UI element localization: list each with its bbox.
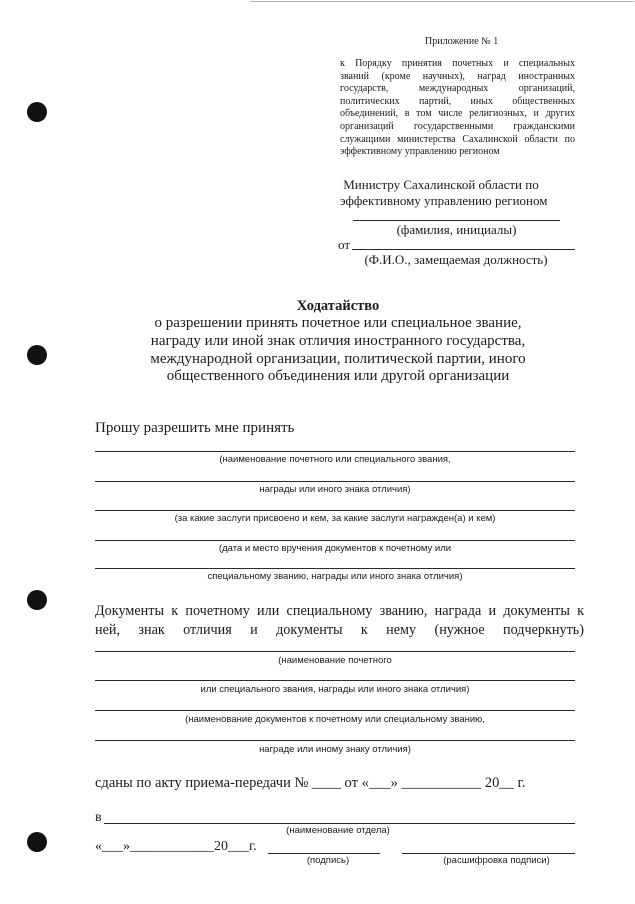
department-caption: (наименование отдела)	[286, 825, 390, 836]
from-label: от	[338, 237, 351, 252]
handover-statement: сданы по акту приема-передачи № ____ от «___» ___________ 20__ г.	[95, 775, 526, 791]
signature-line	[268, 853, 380, 854]
subtitle-line: международной организации, политической партии, иного	[150, 350, 526, 367]
request-intro: Прошу разрешить мне принять	[95, 420, 295, 436]
fill-line	[95, 540, 575, 541]
addressee-block	[340, 177, 548, 209]
punch-hole	[27, 590, 47, 610]
annex-line: эффективному управлению регионом	[340, 146, 500, 158]
annex-line: служащими министерства Сахалинской области по	[340, 133, 575, 145]
fill-line	[95, 651, 575, 652]
annex-line: к Порядку принятия почетных и специальных	[340, 58, 575, 69]
annex-line: организаций государственными гражданскими	[340, 120, 575, 132]
fill-caption: или специального звания, награды или иного знака отличия)	[200, 684, 470, 695]
fill-line	[95, 680, 575, 681]
document-subtitle	[90, 315, 586, 386]
fill-line	[95, 451, 575, 452]
fill-caption: (наименование почетного или специального звания,	[219, 454, 451, 465]
from-caption: (Ф.И.О., замещаемая должность)	[364, 252, 548, 267]
punch-hole	[27, 345, 47, 365]
fill-line	[95, 481, 575, 482]
signature-date: «___»____________20___г.	[95, 839, 257, 854]
documents-line: Документы к почетному или специальному званию, награда и документы к	[95, 602, 584, 619]
subtitle-line: общественного объединения или другой организации	[166, 368, 510, 385]
fill-caption: награде или иному знаку отличия)	[259, 744, 411, 755]
annex-line: званий (кроме научных), наград иностранных	[340, 70, 575, 82]
punch-hole	[27, 102, 47, 122]
documents-line: ней, знак отличия и документы к нему (нужное подчеркнуть)	[95, 621, 584, 638]
addressee-line: Министру Сахалинской области по	[343, 177, 539, 192]
fill-caption: (дата и место вручения документов к почетному или	[218, 543, 452, 554]
annex-reference	[340, 58, 575, 159]
documents-paragraph	[95, 602, 584, 640]
fill-line	[95, 710, 575, 711]
document-title: Ходатайство	[296, 298, 380, 314]
fill-caption: (наименование почетного	[278, 655, 392, 666]
annex-line: объединений, в том числе религиозных, и других	[340, 108, 575, 120]
department-blank-line	[104, 823, 575, 824]
punch-hole	[27, 832, 47, 852]
name-caption: (фамилия, инициалы)	[396, 222, 517, 237]
fill-line	[95, 510, 575, 511]
subtitle-line: о разрешении принять почетное или специальное звание,	[154, 315, 522, 331]
fill-caption: (наименование документов к почетному или специальному званию,	[185, 714, 485, 725]
annex-line: политических партий, иных общественных	[340, 95, 575, 107]
fill-caption: награды или иного знака отличия)	[259, 484, 411, 495]
signature-decoding-caption: (расшифровка подписи)	[443, 855, 550, 866]
annex-title: Приложение № 1	[425, 36, 499, 47]
scan-edge-line	[250, 1, 634, 2]
from-blank-line	[352, 249, 575, 250]
subtitle-line: награду или иной знак отличия иностранного государства,	[150, 332, 526, 349]
department-label: в	[95, 810, 102, 825]
addressee-line: эффективному управлению регионом	[340, 193, 548, 208]
annex-line: государств, международных организаций,	[340, 83, 575, 95]
name-blank-line	[353, 220, 560, 221]
fill-caption: специальному званию, награды или иного знака отличия)	[207, 571, 463, 582]
signature-decoding-line	[402, 853, 575, 854]
fill-caption: (за какие заслуги присвоено и кем, за какие заслуги награжден(а) и кем)	[174, 513, 496, 524]
fill-line	[95, 568, 575, 569]
fill-line	[95, 740, 575, 741]
signature-caption: (подпись)	[306, 855, 350, 866]
